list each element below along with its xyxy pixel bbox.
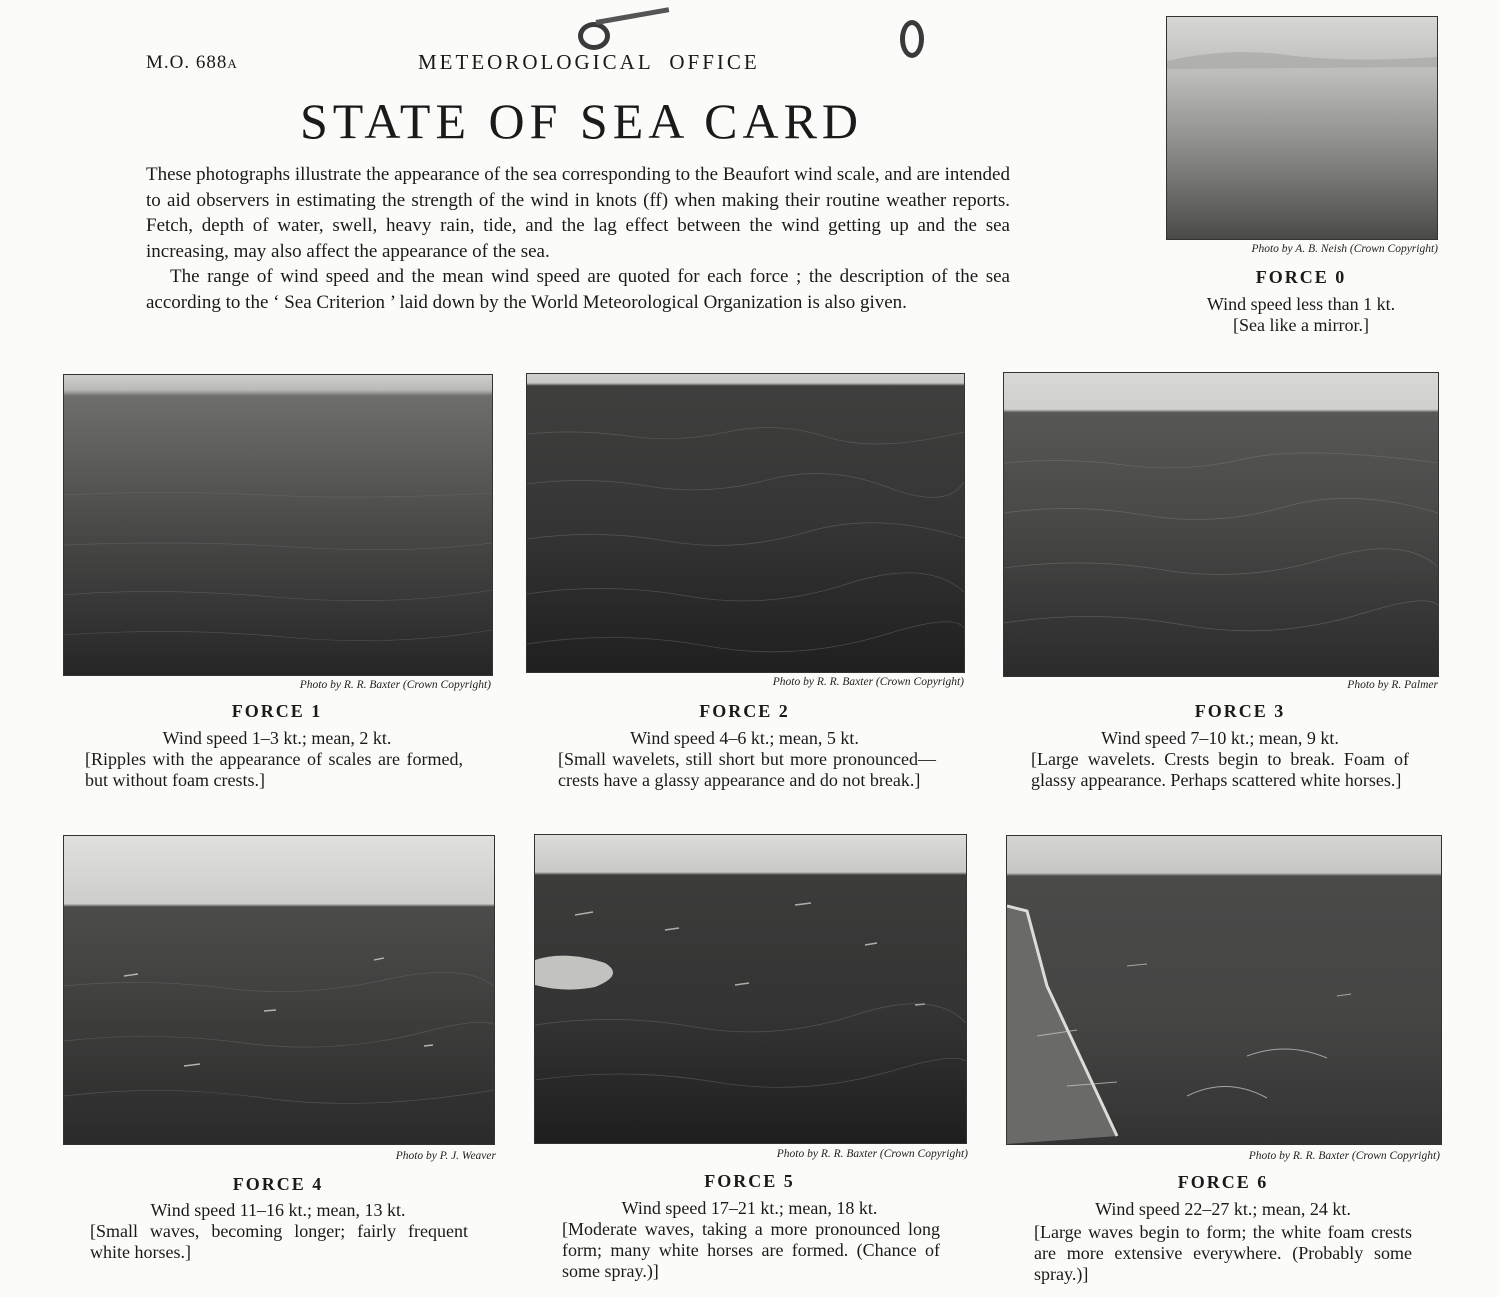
document-code: M.O. 688A [146, 52, 238, 73]
force-6-description: [Large waves begin to form; the white foam crests are more extensive everywhere. (Probably some spray.)] [1034, 1222, 1412, 1284]
force-1-speed: Wind speed 1–3 kt.; mean, 2 kt. [162, 728, 392, 748]
force-4-description: [Small waves, becoming longer; fairly frequent white horses.] [90, 1221, 468, 1262]
hanging-ring-right-icon [900, 20, 924, 58]
force-0-photo [1166, 16, 1438, 240]
force-3-description: [Large wavelets. Crests begin to break. Foam of glassy appearance. Perhaps scattered white horses.] [1031, 749, 1409, 790]
hanging-cord [596, 7, 670, 25]
force-5-description: [Moderate waves, taking a more pronounced long form; many white horses are formed. (Chance of some spray.)] [562, 1219, 940, 1281]
force-3-title: FORCE 3 [1194, 701, 1286, 721]
office-name: METEOROLOGICAL OFFICE [418, 50, 760, 74]
force-4-title: FORCE 4 [232, 1174, 324, 1194]
force-1-photo [63, 374, 493, 676]
force-6-speed: Wind speed 22–27 kt.; mean, 24 kt. [1095, 1199, 1351, 1219]
force-6-credit: Photo by R. R. Baxter (Crown Copyright) [1248, 1150, 1440, 1162]
intro-paragraph-1: These photographs illustrate the appearance of the sea corresponding to the Beaufort wind scale, and are intended to aid observers in estimating the strength of the wind in knots (ff) when making their routine weather reports. Fetch, depth of water, swell, heavy rain, tide, and the lag effect between the wind getting up and the sea increasing, may also affect the appearance of the sea. [146, 164, 1010, 262]
force-5-photo [534, 834, 967, 1144]
force-6-title: FORCE 6 [1177, 1172, 1269, 1192]
intro-text [146, 162, 1010, 315]
force-5-speed: Wind speed 17–21 kt.; mean, 18 kt. [621, 1198, 878, 1218]
force-0-speed: Wind speed less than 1 kt. [1206, 294, 1396, 314]
force-1-description: [Ripples with the appearance of scales are formed, but without foam crests.] [85, 749, 463, 790]
force-2-photo [526, 373, 965, 673]
force-2-title: FORCE 2 [699, 701, 790, 721]
force-5-credit: Photo by R. R. Baxter (Crown Copyright) [776, 1148, 968, 1160]
force-5-title: FORCE 5 [704, 1171, 795, 1191]
force-2-speed: Wind speed 4–6 kt.; mean, 5 kt. [630, 728, 859, 748]
intro-paragraph-2: The range of wind speed and the mean wind speed are quoted for each force ; the description of the sea according to the ‘ Sea Criterion ’ laid down by the World Meteorological Organization is also given. [146, 266, 1010, 313]
page-title: STATE OF SEA CARD [300, 93, 864, 149]
force-0-credit: Photo by A. B. Neish (Crown Copyright) [1251, 243, 1438, 255]
force-0-description: [Sea like a mirror.] [1233, 315, 1369, 335]
force-4-credit: Photo by P. J. Weaver [395, 1150, 496, 1162]
force-0-title: FORCE 0 [1255, 267, 1347, 287]
force-1-title: FORCE 1 [231, 701, 323, 721]
force-3-speed: Wind speed 7–10 kt.; mean, 9 kt. [1101, 728, 1339, 748]
force-4-speed: Wind speed 11–16 kt.; mean, 13 kt. [150, 1200, 406, 1220]
force-1-credit: Photo by R. R. Baxter (Crown Copyright) [299, 679, 491, 691]
force-2-description: [Small wavelets, still short but more pronounced—crests have a glassy appearance and do not break.] [558, 749, 936, 790]
force-3-credit: Photo by R. Palmer [1347, 679, 1438, 691]
force-2-credit: Photo by R. R. Baxter (Crown Copyright) [772, 676, 964, 688]
force-3-photo [1003, 372, 1439, 677]
force-6-photo [1006, 835, 1442, 1145]
hanging-ring-left-icon [578, 22, 610, 50]
force-4-photo [63, 835, 495, 1145]
